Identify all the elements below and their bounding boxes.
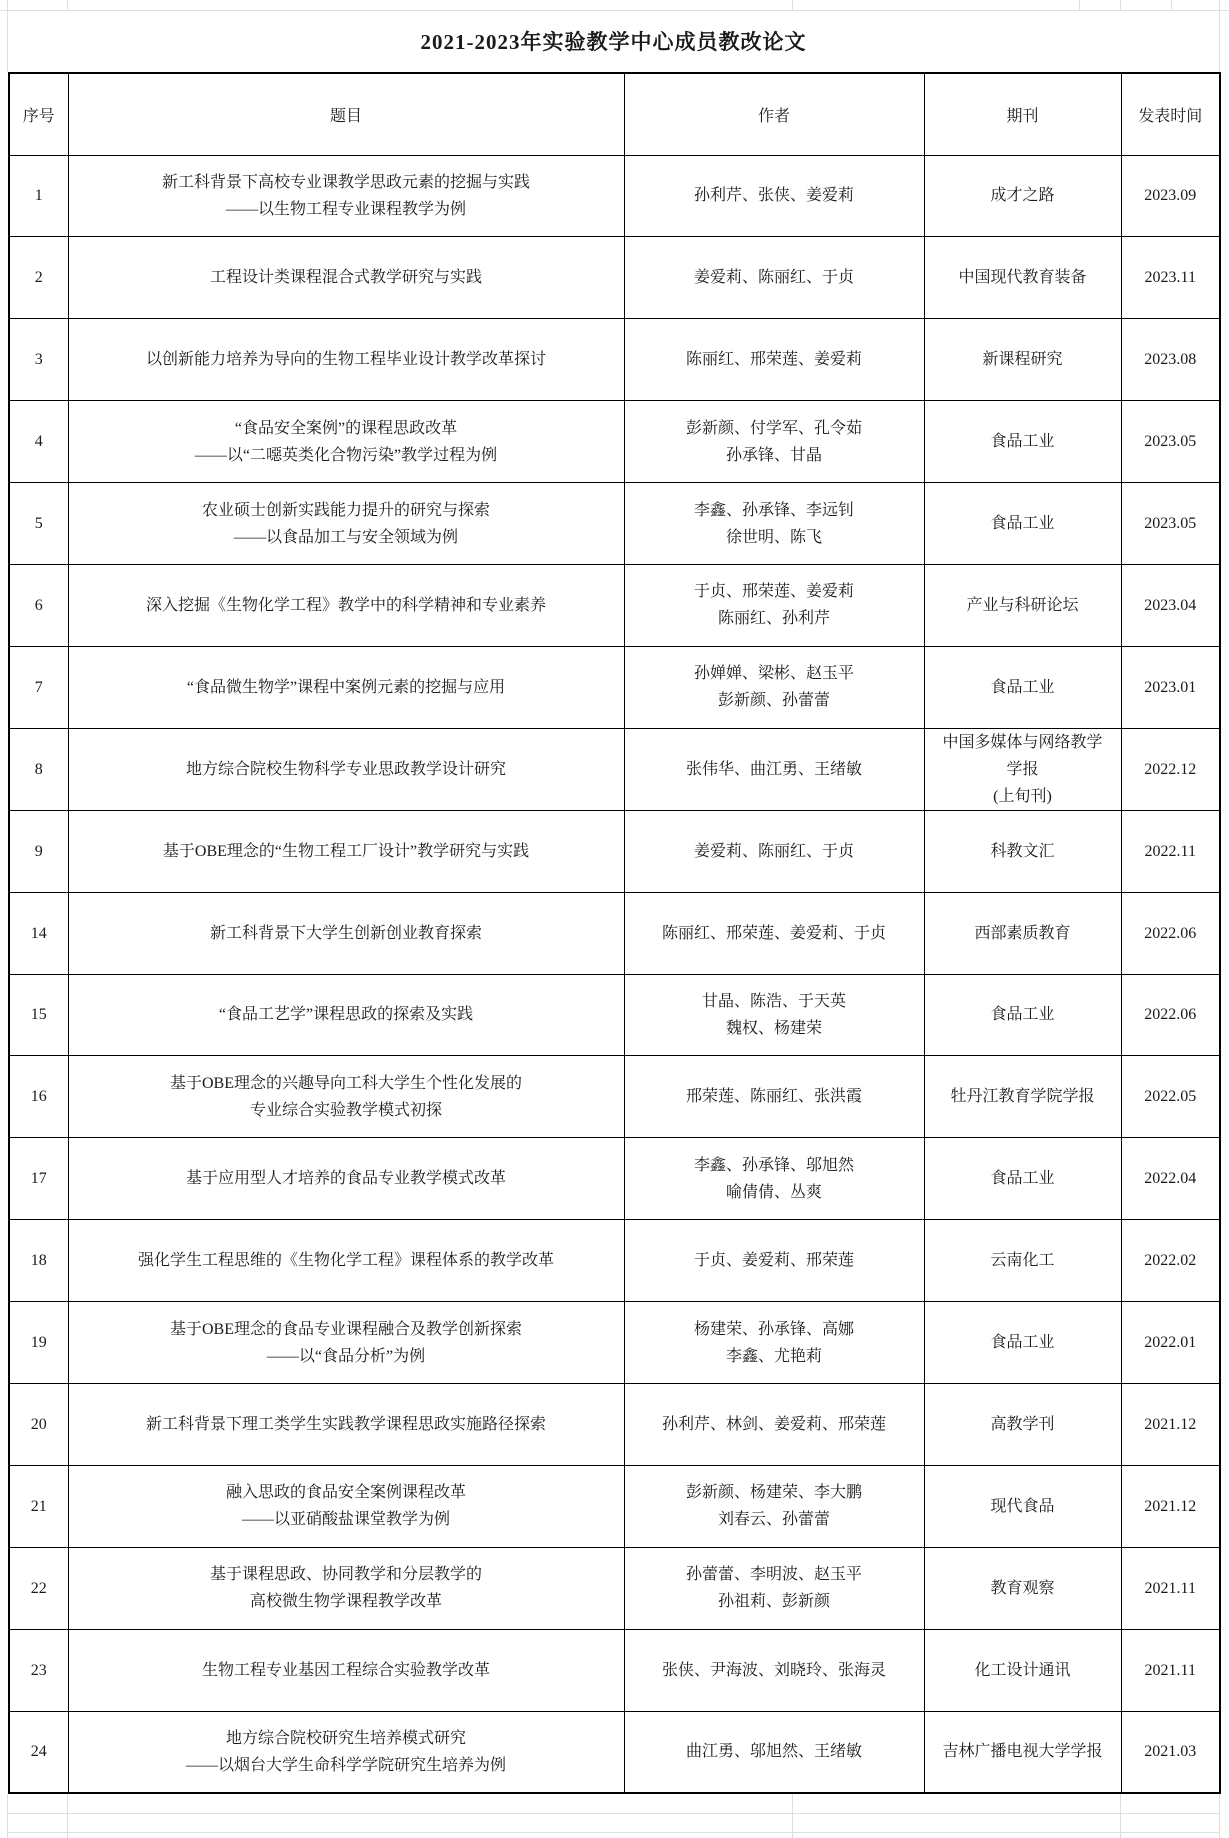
journal-cell[interactable] (924, 810, 1121, 892)
row-number-cell[interactable] (9, 483, 68, 565)
cell-text-line: 食品工业 (990, 1170, 1055, 1188)
cell-text-line: 彭新颜、杨建荣、李大鹏 (685, 1484, 862, 1502)
cell-text-line: 深入挖掘《生物化学工程》教学中的科学精神和专业素养 (145, 596, 546, 614)
cell-text-line: 成才之路 (990, 187, 1055, 205)
cell-text-line: 2022.04 (1144, 1170, 1197, 1188)
cell-text-line: 于贞、姜爱莉、邢荣莲 (693, 1252, 854, 1270)
title-cell[interactable] (68, 1547, 624, 1629)
cell-text-line: 陈丽红、孙利芹 (717, 610, 830, 628)
cell-text-line: 2021.12 (1144, 1497, 1197, 1515)
date-cell[interactable] (1121, 1383, 1220, 1465)
cell-text-line: 24 (30, 1743, 47, 1761)
gridline (792, 0, 793, 10)
row-number-cell[interactable] (9, 564, 68, 646)
cell-text-line: 李鑫、尤艳莉 (725, 1347, 822, 1365)
journal-cell[interactable] (924, 319, 1121, 401)
row-number-cell[interactable] (9, 646, 68, 728)
cell-text-line: 18 (30, 1252, 47, 1270)
authors-cell[interactable] (624, 1547, 924, 1629)
date-cell[interactable] (1121, 728, 1220, 810)
cell-text-line: 1 (34, 187, 43, 205)
header-cell-title[interactable]: 题目 (68, 73, 624, 155)
cell-text-line: 2021.12 (1144, 1415, 1197, 1433)
authors-cell[interactable] (624, 646, 924, 728)
cell-text-line: 曲江勇、邬旭然、王绪敏 (685, 1743, 862, 1761)
journal-cell[interactable] (924, 237, 1121, 319)
cell-text-line: 4 (34, 433, 43, 451)
cell-text-line: 邢荣莲、陈丽红、张洪霞 (685, 1088, 862, 1106)
cell-text-line: ——以烟台大学生命科学学院研究生培养为例 (185, 1756, 506, 1774)
cell-text-line: ——以生物工程专业课程教学为例 (225, 200, 466, 218)
cell-text-line: 新课程研究 (982, 351, 1063, 369)
cell-text-line: 农业硕士创新实践能力提升的研究与探索 (201, 501, 490, 519)
journal-cell[interactable] (924, 1711, 1121, 1793)
cell-text-line: ——以“二噁英类化合物污染”教学过程为例 (194, 446, 498, 464)
date-cell[interactable] (1121, 1138, 1220, 1220)
table-row (9, 1220, 1220, 1302)
authors-cell[interactable] (624, 1629, 924, 1711)
title-cell[interactable] (68, 1629, 624, 1711)
cell-text-line: 刘春云、孙蕾蕾 (717, 1511, 830, 1529)
date-cell[interactable] (1121, 155, 1220, 237)
table-row (9, 1138, 1220, 1220)
cell-text-line: 张伟华、曲江勇、王绪敏 (685, 760, 862, 778)
table-row (9, 1465, 1220, 1547)
title-cell[interactable] (68, 155, 624, 237)
cell-text-line: 21 (30, 1497, 47, 1515)
table-row (9, 1711, 1220, 1793)
table-row (9, 483, 1220, 565)
cell-text-line: 新工科背景下理工类学生实践教学课程思政实施路径探索 (145, 1415, 546, 1433)
header-row (9, 73, 1220, 155)
row-number-cell[interactable] (9, 1547, 68, 1629)
journal-cell[interactable] (924, 1547, 1121, 1629)
title-cell[interactable] (68, 1138, 624, 1220)
cell-text-line: 2023.08 (1144, 351, 1197, 369)
gridline (1079, 0, 1080, 10)
gridline (67, 0, 68, 10)
cell-text-line: 8 (34, 760, 43, 778)
cell-text-line: 喻倩倩、丛爽 (725, 1183, 822, 1201)
cell-text-line: 专业综合实验教学模式初探 (249, 1101, 442, 1119)
authors-cell[interactable] (624, 974, 924, 1056)
date-cell[interactable] (1121, 483, 1220, 565)
title-cell[interactable] (68, 810, 624, 892)
row-number-cell[interactable] (9, 1302, 68, 1384)
date-cell[interactable] (1121, 1711, 1220, 1793)
gridline (67, 1794, 68, 1838)
cell-text-line: 姜爱莉、陈丽红、于贞 (693, 269, 854, 287)
header-cell-authors[interactable]: 作者 (624, 73, 924, 155)
journal-cell[interactable] (924, 1056, 1121, 1138)
cell-text-line: “食品微生物学”课程中案例元素的挖掘与应用 (186, 678, 506, 696)
journal-cell[interactable] (924, 483, 1121, 565)
table-row (9, 401, 1220, 483)
papers-table (8, 72, 1221, 1794)
cell-text-line: 工程设计类课程混合式教学研究与实践 (209, 269, 482, 287)
cell-text-line: 教育观察 (990, 1579, 1055, 1597)
table-row (9, 1383, 1220, 1465)
authors-cell[interactable] (624, 564, 924, 646)
cell-text-line: 基于OBE理念的“生物工程工厂设计”教学研究与实践 (162, 842, 530, 860)
row-number-cell[interactable] (9, 810, 68, 892)
cell-text-line: 高校微生物学课程教学改革 (249, 1593, 442, 1611)
cell-text-line: 7 (34, 678, 43, 696)
cell-text-line: 孙祖莉、彭新颜 (717, 1593, 830, 1611)
authors-cell[interactable] (624, 1711, 924, 1793)
title-cell[interactable] (68, 728, 624, 810)
cell-text-line: 20 (30, 1415, 47, 1433)
cell-text-line: 19 (30, 1334, 47, 1352)
cell-text-line: 23 (30, 1661, 47, 1679)
table-row (9, 155, 1220, 237)
cell-text-line: 孙婵婵、梁彬、赵玉平 (693, 665, 854, 683)
cell-text-line: 2023.09 (1144, 187, 1197, 205)
row-number-cell[interactable] (9, 728, 68, 810)
row-number-cell[interactable] (9, 1711, 68, 1793)
date-cell[interactable] (1121, 810, 1220, 892)
row-number-cell[interactable] (9, 1629, 68, 1711)
cell-text-line: 云南化工 (990, 1252, 1055, 1270)
date-cell[interactable] (1121, 1465, 1220, 1547)
row-number-cell[interactable] (9, 401, 68, 483)
title-cell[interactable] (68, 237, 624, 319)
table-row (9, 1302, 1220, 1384)
cell-text-line: 科教文汇 (990, 842, 1055, 860)
table-row (9, 810, 1220, 892)
title-cell[interactable] (68, 974, 624, 1056)
cell-text-line: 食品工业 (990, 678, 1055, 696)
cell-text-line: 9 (34, 842, 43, 860)
cell-text-line: 孙利芹、张侠、姜爱莉 (693, 187, 854, 205)
authors-cell[interactable] (624, 1302, 924, 1384)
row-number-cell[interactable] (9, 155, 68, 237)
gridline (1120, 1794, 1121, 1838)
date-cell[interactable] (1121, 319, 1220, 401)
cell-text-line: 张侠、尹海波、刘晓玲、张海灵 (661, 1661, 886, 1679)
row-number-cell[interactable] (9, 319, 68, 401)
cell-text-line: 李鑫、孙承锋、邬旭然 (693, 1156, 854, 1174)
cell-text-line: 2023.01 (1144, 678, 1197, 696)
cell-text-line: 17 (30, 1170, 47, 1188)
row-number-cell[interactable] (9, 1465, 68, 1547)
row-number-cell[interactable] (9, 1383, 68, 1465)
cell-text-line: 西部素质教育 (974, 924, 1071, 942)
journal-cell[interactable] (924, 1302, 1121, 1384)
cell-text-line: 2023.05 (1144, 433, 1197, 451)
table-row (9, 237, 1220, 319)
cell-text-line: 14 (30, 924, 47, 942)
journal-cell[interactable] (924, 1220, 1121, 1302)
journal-cell[interactable] (924, 401, 1121, 483)
cell-text-line: 化工设计通讯 (974, 1661, 1071, 1679)
authors-cell[interactable] (624, 237, 924, 319)
cell-text-line: 15 (30, 1006, 47, 1024)
cell-text-line: 李鑫、孙承锋、李远钊 (693, 501, 854, 519)
cell-text-line: 新工科背景下高校专业课教学思政元素的挖掘与实践 (161, 173, 530, 191)
cell-text-line: “食品安全案例”的课程思政改革 (234, 419, 458, 437)
cell-text-line: 16 (30, 1088, 47, 1106)
title-cell[interactable] (68, 1383, 624, 1465)
header-cell-date[interactable]: 发表时间 (1121, 73, 1220, 155)
cell-text-line: 孙承锋、甘晶 (725, 446, 822, 464)
authors-cell[interactable] (624, 1056, 924, 1138)
cell-text-line: 食品工业 (990, 515, 1055, 532)
cell-text-line: 地方综合院校研究生培养模式研究 (225, 1729, 466, 1747)
cell-text-line: (上旬刊) (993, 787, 1052, 805)
journal-cell[interactable] (924, 1465, 1121, 1547)
papers-tbody (9, 155, 1220, 1793)
header-cell-no[interactable]: 序号 (9, 73, 68, 155)
date-cell[interactable] (1121, 1302, 1220, 1384)
title-cell[interactable] (68, 1711, 624, 1793)
gridline (1219, 0, 1220, 72)
cell-text-line: 2022.06 (1144, 924, 1197, 942)
date-cell[interactable] (1121, 1547, 1220, 1629)
cell-text-line: 2022.05 (1144, 1088, 1197, 1106)
cell-text-line: 甘晶、陈浩、于天英 (701, 992, 846, 1010)
authors-cell[interactable] (624, 319, 924, 401)
authors-cell[interactable] (624, 1383, 924, 1465)
cell-text-line: ——以亚硝酸盐课堂教学为例 (241, 1511, 450, 1529)
cell-text-line: 学报 (1006, 760, 1039, 778)
journal-cell[interactable] (924, 646, 1121, 728)
table-row (9, 892, 1220, 974)
gridline (7, 1794, 8, 1838)
journal-cell[interactable] (924, 564, 1121, 646)
date-cell[interactable] (1121, 237, 1220, 319)
cell-text-line: 强化学生工程思维的《生物化学工程》课程体系的教学改革 (137, 1252, 554, 1270)
cell-text-line: ——以食品加工与安全领域为例 (233, 528, 458, 546)
cell-text-line: 高教学刊 (990, 1415, 1055, 1433)
title-cell[interactable] (68, 1302, 624, 1384)
cell-text-line: 徐世明、陈飞 (725, 528, 822, 546)
cell-text-line: 于贞、邢荣莲、姜爱莉 (693, 583, 854, 601)
authors-cell[interactable] (624, 892, 924, 974)
cell-text-line: 中国多媒体与网络教学 (942, 733, 1103, 751)
cell-text-line: 地方综合院校生物科学专业思政教学设计研究 (185, 760, 506, 778)
cell-text-line: 姜爱莉、陈丽红、于贞 (693, 842, 854, 860)
cell-text-line: 3 (34, 351, 43, 369)
cell-text-line: 孙利芹、林剑、姜爱莉、邢荣莲 (661, 1415, 886, 1433)
table-row (9, 319, 1220, 401)
cell-text-line: 食品工业 (990, 433, 1055, 451)
title-cell[interactable] (68, 1220, 624, 1302)
cell-text-line: 2021.11 (1144, 1661, 1196, 1679)
title-cell[interactable] (68, 319, 624, 401)
cell-text-line: 2022.06 (1144, 1006, 1197, 1024)
gridline (792, 1794, 793, 1838)
table-row (9, 1629, 1220, 1711)
row-number-cell[interactable] (9, 237, 68, 319)
journal-cell[interactable] (924, 155, 1121, 237)
cell-text-line: 基于OBE理念的食品专业课程融合及教学创新探索 (169, 1320, 522, 1338)
header-cell-journal[interactable]: 期刊 (924, 73, 1121, 155)
cell-text-line: 吉林广播电视大学学报 (942, 1743, 1103, 1761)
cell-text-line: 魏权、杨建荣 (725, 1019, 822, 1037)
cell-text-line: 陈丽红、邢荣莲、姜爱莉、于贞 (661, 924, 886, 942)
cell-text-line: 牡丹江教育学院学报 (950, 1088, 1095, 1106)
journal-cell[interactable] (924, 974, 1121, 1056)
cell-text-line: 2022.01 (1144, 1334, 1197, 1352)
cell-text-line: 2023.11 (1144, 269, 1196, 287)
date-cell[interactable] (1121, 974, 1220, 1056)
cell-text-line: 2021.11 (1144, 1579, 1196, 1597)
cell-text-line: 彭新颜、孙蕾蕾 (717, 692, 830, 710)
row-number-cell[interactable] (9, 1220, 68, 1302)
cell-text-line: 新工科背景下大学生创新创业教育探索 (209, 924, 482, 942)
table-row (9, 974, 1220, 1056)
title-cell[interactable] (68, 1056, 624, 1138)
gridline (7, 1832, 1219, 1833)
cell-text-line: 2023.04 (1144, 596, 1197, 614)
title-cell[interactable] (68, 401, 624, 483)
cell-text-line: 以创新能力培养为导向的生物工程毕业设计教学改革探讨 (145, 351, 546, 369)
journal-cell[interactable] (924, 1629, 1121, 1711)
document-title: 2021-2023年实验教学中心成员教改论文 (420, 30, 807, 54)
date-cell[interactable] (1121, 646, 1220, 728)
journal-cell[interactable] (924, 1138, 1121, 1220)
cell-text-line: 现代食品 (990, 1497, 1055, 1515)
cell-text-line: 孙蕾蕾、李明波、赵玉平 (685, 1566, 862, 1584)
title-cell[interactable] (68, 892, 624, 974)
date-cell[interactable] (1121, 892, 1220, 974)
gridline (1219, 1794, 1220, 1838)
gridline (7, 1813, 1219, 1814)
cell-text-line: 2022.02 (1144, 1252, 1197, 1270)
table-row (9, 1547, 1220, 1629)
date-cell[interactable] (1121, 1220, 1220, 1302)
title-cell[interactable] (68, 646, 624, 728)
title-cell[interactable] (68, 564, 624, 646)
date-cell[interactable] (1121, 1056, 1220, 1138)
date-cell[interactable] (1121, 401, 1220, 483)
cell-text-line: 彭新颜、付学军、孔令茹 (685, 419, 862, 437)
cell-text-line: 2021.03 (1144, 1743, 1197, 1761)
row-number-cell[interactable] (9, 1138, 68, 1220)
cell-text-line: ——以“食品分析”为例 (266, 1347, 426, 1365)
row-number-cell[interactable] (9, 974, 68, 1056)
cell-text-line: 生物工程专业基因工程综合实验教学改革 (201, 1661, 490, 1679)
cell-text-line: 2023.05 (1144, 515, 1197, 532)
table-row (9, 646, 1220, 728)
authors-cell[interactable] (624, 155, 924, 237)
date-cell[interactable] (1121, 1629, 1220, 1711)
journal-cell[interactable] (924, 892, 1121, 974)
cell-text-line: 基于应用型人才培养的食品专业教学模式改革 (185, 1170, 506, 1188)
cell-text-line: 食品工业 (990, 1334, 1055, 1352)
table-row (9, 1056, 1220, 1138)
cell-text-line: 陈丽红、邢荣莲、姜爱莉 (685, 351, 862, 369)
table-row (9, 728, 1220, 810)
row-number-cell[interactable] (9, 892, 68, 974)
authors-cell[interactable] (624, 1220, 924, 1302)
cell-text-line: 5 (34, 515, 43, 532)
date-cell[interactable] (1121, 564, 1220, 646)
cell-text-line: 食品工业 (990, 1006, 1055, 1024)
cell-text-line: 2022.12 (1144, 760, 1197, 778)
authors-cell[interactable] (624, 483, 924, 565)
authors-cell[interactable] (624, 1138, 924, 1220)
journal-cell[interactable] (924, 728, 1121, 810)
cell-text-line: 中国现代教育装备 (958, 269, 1087, 287)
title-cell[interactable] (68, 483, 624, 565)
authors-cell[interactable] (624, 728, 924, 810)
cell-text-line: 基于课程思政、协同教学和分层教学的 (209, 1566, 482, 1584)
cell-text-line: 杨建荣、孙承锋、高娜 (693, 1320, 854, 1338)
cell-text-line: “食品工艺学”课程思政的探索及实践 (218, 1006, 474, 1024)
journal-cell[interactable] (924, 1383, 1121, 1465)
cell-text-line: 产业与科研论坛 (966, 596, 1079, 614)
authors-cell[interactable] (624, 401, 924, 483)
cell-text-line: 基于OBE理念的兴趣导向工科大学生个性化发展的 (169, 1074, 522, 1092)
cell-text-line: 2022.11 (1144, 842, 1196, 860)
cell-text-line: 2 (34, 269, 43, 287)
gridline (1120, 0, 1121, 10)
cell-text-line: 6 (34, 596, 43, 614)
title-cell[interactable] (68, 1465, 624, 1547)
table-row (9, 564, 1220, 646)
cell-text-line: 22 (30, 1579, 47, 1597)
authors-cell[interactable] (624, 1465, 924, 1547)
gridline (1171, 0, 1172, 10)
authors-cell[interactable] (624, 810, 924, 892)
cell-text-line: 融入思政的食品安全案例课程改革 (225, 1484, 466, 1502)
row-number-cell[interactable] (9, 1056, 68, 1138)
